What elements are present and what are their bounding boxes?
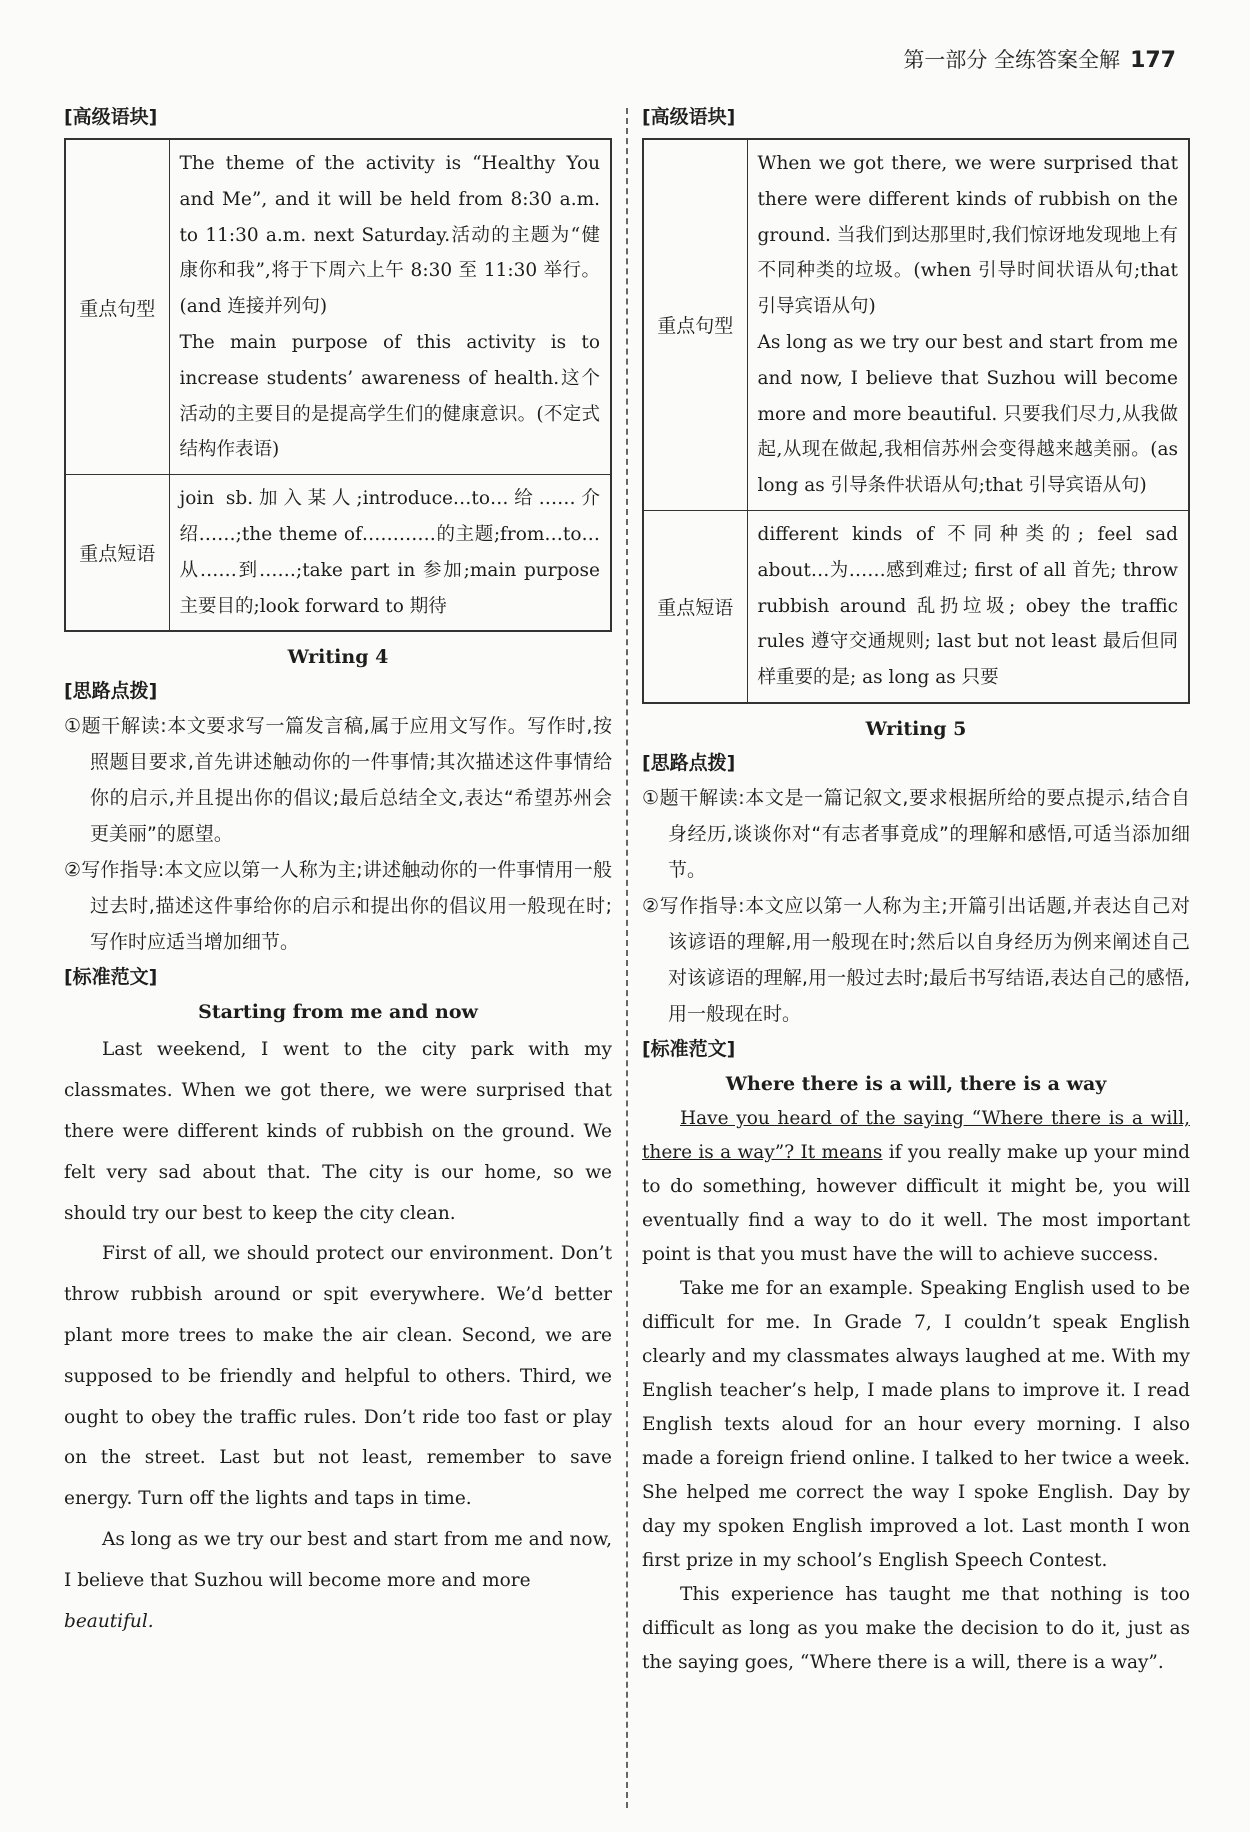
essay-paragraph: As long as we try our best and start from me and now, I believe that Suzhou will become more and more bbox=[64, 1528, 612, 1591]
underlined-text: Have you heard of the saying “Where there is a will, there is a way”? It means bbox=[642, 1107, 1190, 1163]
left-column bbox=[64, 100, 612, 1642]
writing-title: Writing 5 bbox=[865, 717, 967, 740]
paragraph-rest: if you really make up your mind to do something, however difficult it might be, you will eventually find a way to do it well. The most important point is that you must have the will to achieve success. bbox=[642, 1141, 1191, 1265]
tips-tag: [思路点拨] bbox=[64, 680, 158, 703]
vocab-table bbox=[64, 138, 612, 632]
tips-tag: [思路点拨] bbox=[642, 751, 736, 774]
essay-paragraph bbox=[642, 1102, 1190, 1272]
essay-paragraph: This experience has taught me that nothing is too difficult as long as you make the decision to do it, just as the saying goes, “Where there is a will, there is a way”. bbox=[642, 1583, 1190, 1673]
essay-paragraph: Last weekend, I went to the city park with my classmates. When we got there, we were surprised that there were different kinds of rubbish on the ground. We felt very sad about that. The city is our home, so we should try our best to keep the city clean. bbox=[64, 1039, 612, 1224]
sentence-cell bbox=[169, 139, 611, 475]
table-row bbox=[643, 510, 1189, 702]
essay-title: Where there is a will, there is a way bbox=[725, 1072, 1107, 1095]
column-divider bbox=[626, 108, 628, 1808]
phrase-text: different kinds of 不同种类的; feel sad about…为……感到难过; first of all 首先; throw rubbish around 乱扔垃圾; obey the traffic rules 遵守交通规则; last but not least 最后但同样重要的是; as long as 只要 bbox=[747, 510, 1189, 702]
sentence-text: The theme of the activity is “Healthy You and Me”, and it will be held from 8:30 a.m. to 11:30 a.m. next Saturday.活动的主题为“健康你和我”,将于下周六上午 8:30 至 11:30 举行。(and 连接并列句) bbox=[179, 153, 600, 318]
essay-end: beautiful. bbox=[64, 1610, 154, 1632]
vocab-tag: [高级语块] bbox=[64, 106, 158, 128]
essay-tag: [标准范文] bbox=[642, 1037, 736, 1060]
section-title: 第一部分 全练答案全解 bbox=[903, 48, 1121, 72]
essay-tag: [标准范文] bbox=[64, 966, 158, 989]
table-row bbox=[65, 139, 611, 475]
sentence-text-2: The main purpose of this activity is to increase students’ awareness of health.这个活动的主要目的是提高学生们的健康意识。(不定式结构作表语) bbox=[179, 331, 600, 461]
essay-paragraph: First of all, we should protect our environment. Don’t throw rubbish around or spit everywhere. We’d better plant more trees to make the air clean. Second, we are supposed to be friendly and helpful to others. Third, we ought to obey the traffic rules. Don’t ride too fast or play on the street. Last but not least, remember to save energy. Turn off the lights and taps in time. bbox=[64, 1243, 612, 1510]
essay-title: Starting from me and now bbox=[198, 1001, 478, 1024]
sentence-text-2: As long as we try our best and start from me and now, I believe that Suzhou will become more and more beautiful. 只要我们尽力,从我做起,从现在做起,我相信苏州会变得越来越美丽。(as long as 引导条件状语从句;that 引导宾语从句) bbox=[757, 331, 1178, 497]
tip-item: ②写作指导:本文应以第一人称为主;开篇引出话题,并表达自己对该谚语的理解,用一般现在时;然后以自身经历为例来阐述自己对该谚语的理解,用一般过去时;最后书写结语,表达自己的感悟,用一般现在时。 bbox=[642, 894, 1190, 1025]
tip-item: ①题干解读:本文要求写一篇发言稿,属于应用文写作。写作时,按照题目要求,首先讲述触动你的一件事情;其次描述这件事情给你的启示,并且提出你的倡议;最后总结全文,表达“希望苏州会更美丽”的愿望。 bbox=[64, 715, 612, 846]
vocab-tag: [高级语块] bbox=[642, 106, 736, 128]
phrase-label: 重点短语 bbox=[643, 510, 747, 702]
right-column bbox=[642, 100, 1190, 1680]
sentence-label: 重点句型 bbox=[65, 139, 169, 475]
sentence-cell bbox=[747, 139, 1189, 510]
phrase-label: 重点短语 bbox=[65, 475, 169, 632]
sentence-text: When we got there, we were surprised that there were different kinds of rubbish on the ground. 当我们到达那里时,我们惊讶地发现地上有不同种类的垃圾。(when 引导时间状语从句;that 引导宾语从句) bbox=[757, 153, 1178, 318]
page-number: 177 bbox=[1130, 48, 1176, 73]
vocab-table bbox=[642, 138, 1190, 704]
table-row bbox=[65, 475, 611, 632]
page-header bbox=[903, 44, 1176, 74]
tip-item: ②写作指导:本文应以第一人称为主;讲述触动你的一件事情用一般过去时,描述这件事给你的启示和提出你的倡议用一般现在时;写作时应适当增加细节。 bbox=[64, 859, 612, 954]
writing-title: Writing 4 bbox=[287, 646, 389, 669]
sentence-label: 重点句型 bbox=[643, 139, 747, 510]
essay-paragraph: Take me for an example. Speaking English used to be difficult for me. In Grade 7, I couldn’t speak English clearly and my classmates always laughed at me. With my English teacher’s help, I made plans to improve it. I read English texts aloud for an hour every morning. I also made a foreign friend online. I talked to her twice a week. She helped me correct the way I spoke English. Day by day my spoken English improved a lot. Last month I won first prize in my school’s English Speech Contest. bbox=[642, 1277, 1190, 1571]
phrase-text: join sb.加入某人;introduce…to…给……介绍……;the theme of…………的主题;from…to…从……到……;take part in 参加;main purpose 主要目的;look forward to 期待 bbox=[169, 475, 611, 632]
table-row bbox=[643, 139, 1189, 510]
tip-item: ①题干解读:本文是一篇记叙文,要求根据所给的要点提示,结合自身经历,谈谈你对“有志者事竟成”的理解和感悟,可适当添加细节。 bbox=[642, 786, 1190, 881]
